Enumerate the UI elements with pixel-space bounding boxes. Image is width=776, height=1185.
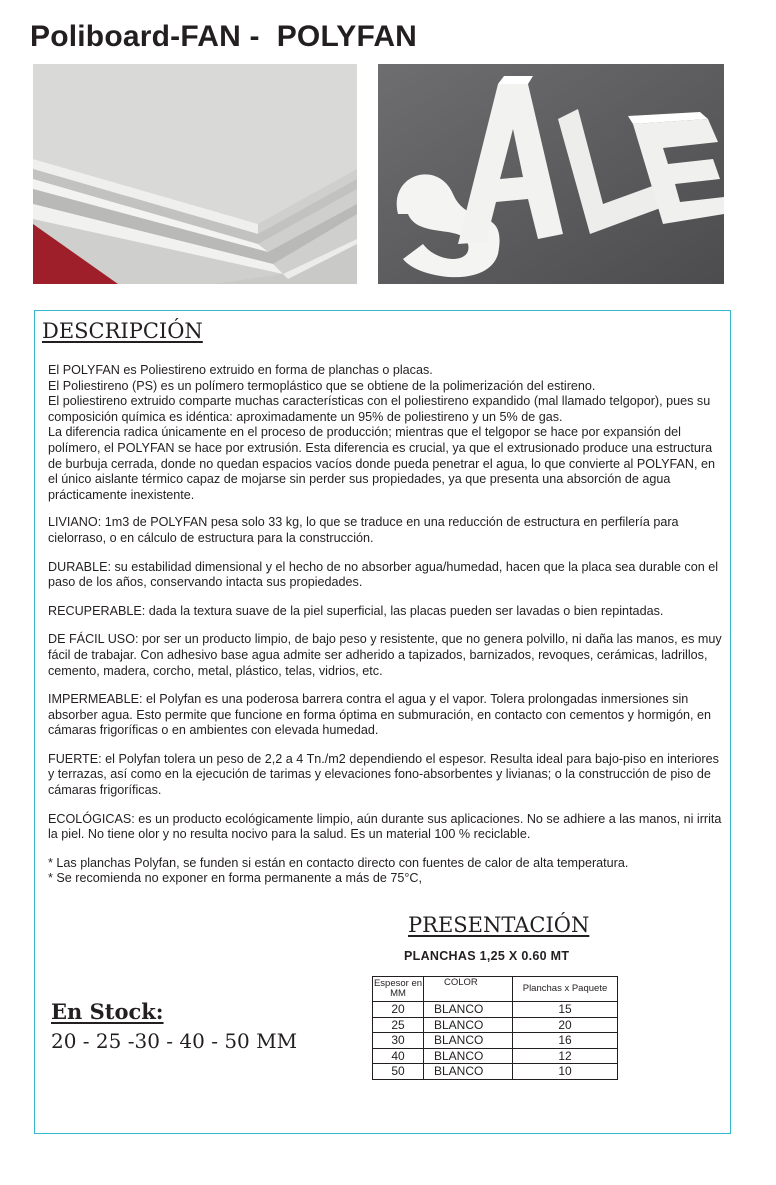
table-row (373, 1002, 618, 1018)
table-cell: 25 (373, 1017, 424, 1033)
note: * Las planchas Polyfan, se funden si están en contacto directo con fuentes de calor de alta temperatura. (48, 855, 629, 870)
table-row (373, 1064, 618, 1080)
intro-paragraph: El poliestireno extruido comparte muchas características con el poliestireno expandido (mal llamado telgopor), pues su composición química es idéntica: aproximadamente un 95% de poliestireno y un 5% de gas. (48, 394, 711, 424)
property-label: ECOLÓGICAS: (48, 811, 135, 826)
table-cell: BLANCO (424, 1033, 513, 1049)
property-label: DURABLE: (48, 559, 111, 574)
table-cell: BLANCO (424, 1017, 513, 1033)
table-cell: 30 (373, 1033, 424, 1049)
table-cell: BLANCO (424, 1064, 513, 1080)
table-cell: 20 (513, 1017, 618, 1033)
property-label: IMPERMEABLE: (48, 692, 143, 707)
column-header-color: COLOR (424, 977, 513, 1002)
property-text: es un producto ecológicamente limpio, aún durante sus aplicaciones. No se adhiere a las manos, ni irrita la piel. No tiene olor y no resulta nocivo para la salud. Es un material 100 % reciclable. (48, 811, 722, 842)
table-row (373, 1017, 618, 1033)
property-text: el Polyfan es una poderosa barrera contra el agua y el vapor. Tolera prolongadas inmersiones sin absorber agua. Esto permite que funcione en forma óptima en submuración, en contacto con cementos y hormigón, en cámaras frigoríficas o en ambientes con elevada humedad. (48, 692, 711, 738)
content-panel (34, 310, 731, 1134)
description-body (48, 363, 728, 887)
table-cell: BLANCO (424, 1048, 513, 1064)
note: * Se recomienda no exponer en forma permanente a más de 75°C, (48, 871, 422, 886)
table-cell: 10 (513, 1064, 618, 1080)
description-intro (48, 363, 728, 503)
property-list (48, 515, 728, 843)
property-label: FUERTE: (48, 751, 102, 766)
table-cell: BLANCO (424, 1002, 513, 1018)
column-header-espesor: Espesor en MM (373, 977, 424, 1002)
property-label: LIVIANO: (48, 515, 102, 530)
table-cell: 40 (373, 1048, 424, 1064)
property-text: dada la textura suave de la piel superficial, las placas pueden ser lavadas o bien repintadas. (148, 603, 664, 618)
property-text: por ser un producto limpio, de bajo peso y resistente, que no genera polvillo, ni daña las manos, es muy fácil de trabajar. Con adhesivo base agua admite ser adherido a tapizados, barnizados, revoques, cerámicas, ladrillos, cemento, madera, corcho, metal, plástico, telas, vidrios, etc. (48, 632, 722, 678)
table-cell: 16 (513, 1033, 618, 1049)
table-row (373, 1048, 618, 1064)
table-cell: 20 (373, 1002, 424, 1018)
stock-values: 20 - 25 -30 - 40 - 50 MM (51, 1029, 298, 1053)
stock-heading: En Stock: (51, 999, 164, 1024)
polyfan-boards-photo (33, 64, 357, 284)
property-item-fuerte (48, 752, 728, 799)
table-cell: 12 (513, 1048, 618, 1064)
property-label: RECUPERABLE: (48, 603, 146, 618)
property-item-durable (48, 560, 728, 591)
notes (48, 856, 728, 887)
table-row (373, 1033, 618, 1049)
table-cell: 50 (373, 1064, 424, 1080)
table-cell: 15 (513, 1002, 618, 1018)
description-heading: DESCRIPCIÓN (42, 319, 203, 343)
property-label: DE FÁCIL USO: (48, 632, 139, 647)
intro-paragraph: La diferencia radica únicamente en el proceso de producción; mientras que el telgopor se hace por expansión del polímero, el POLYFAN se hace por extrusión. Esta diferencia es crucial, ya que el extrusionado produce una estructura de burbuja cerrada, donde no quedan espacios vacíos donde pueda penetrar el agua, lo que convierte al POLYFAN, en el único aislante térmico capaz de mojarse sin perder sus propiedades, ya que presenta una absorción de agua prácticamente inexistente. (48, 425, 716, 502)
polyfan-letters-photo (378, 64, 724, 284)
property-item-facil-uso (48, 632, 728, 679)
presentation-heading: PRESENTACIÓN (408, 913, 590, 937)
intro-paragraph: El POLYFAN es Poliestireno extruido en forma de planchas o placas. (48, 363, 433, 377)
property-text: 1m3 de POLYFAN pesa solo 33 kg, lo que se traduce en una reducción de estructura en perfilería para cielorraso, o en cálculo de estructura para la construcción. (48, 515, 679, 545)
page-title: Poliboard-FAN - POLYFAN (30, 20, 418, 53)
property-item-recuperable (48, 604, 728, 620)
intro-paragraph: El Poliestireno (PS) es un polímero termoplástico que se obtiene de la polimerización del estireno. (48, 378, 596, 393)
table-header-row (373, 977, 618, 1002)
presentation-subtitle: PLANCHAS 1,25 X 0.60 MT (404, 949, 570, 963)
column-header-planchas: Planchas x Paquete (513, 977, 618, 1002)
property-item-impermeable (48, 692, 728, 739)
property-item-ecologicas (48, 812, 728, 843)
property-text: el Polyfan tolera un peso de 2,2 a 4 Tn./m2 dependiendo el espesor. Resulta ideal para bajo-piso en interiores y terrazas, así como en la ejecución de tarimas y elevaciones fono-absorbentes y livianas; o la construcción de piso de cámaras frigoríficas. (48, 751, 719, 798)
property-item-liviano (48, 515, 728, 546)
property-text: su estabilidad dimensional y el hecho de no absorber agua/humedad, hacen que la placa sea durable con el paso de los años, conservando intacta sus propiedades. (48, 559, 719, 590)
presentation-table (372, 976, 618, 1080)
